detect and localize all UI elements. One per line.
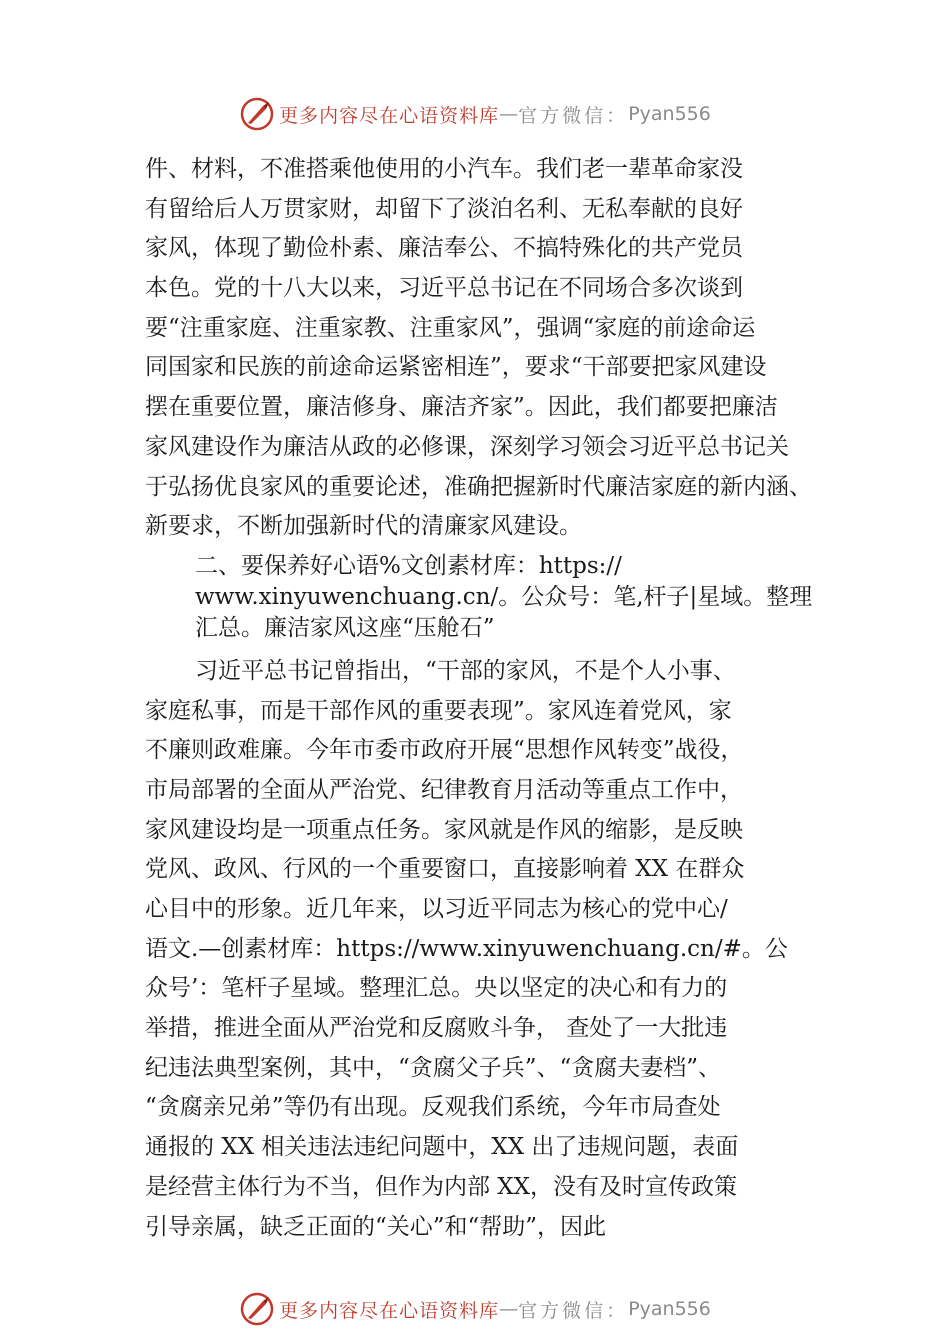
banner-contact-label: 官方微信： xyxy=(518,104,629,127)
quill-logo-icon xyxy=(239,1291,275,1327)
heading-line: 二、要保养好心语%文创素材库：https:// xyxy=(195,552,622,579)
text-line: 心目中的形象。近几年来，以习近平同志为核心的党中心/ xyxy=(145,896,728,922)
heading-line: www.xinyuwenchuang.cn/。公众号：笔,杆子|星域。整理 xyxy=(195,583,813,610)
text-line: 通报的 XX 相关违法违纪问题中，XX 出了违规问题，表面 xyxy=(145,1134,739,1161)
text-line: 本色。党的十八大以来，习近平总书记在不同场合多次谈到 xyxy=(145,275,743,302)
text-line: 市局部署的全面从严治党、纪律教育月活动等重点工作中， xyxy=(145,776,743,803)
banner-slogan: 更多内容尽在心语资料库 xyxy=(279,1299,500,1322)
text-line: 众号’：笔杆子星域。整理汇总。央以坚定的决心和有力的 xyxy=(145,975,728,1002)
heading-line: 汇总。廉洁家风这座“压舱石” xyxy=(195,614,495,641)
header-banner xyxy=(0,92,950,136)
text-line: 习近平总书记曾指出，“干部的家风，不是个人小事、 xyxy=(195,657,736,684)
text-line: 同国家和民族的前途命运紧密相连”，要求“干部要把家风建设 xyxy=(145,354,767,381)
text-line: 引导亲属，缺乏正面的“关心”和“帮助”，因此 xyxy=(145,1213,607,1240)
text-line: 家风，体现了勤俭朴素、廉洁奉公、不搞特殊化的共产党员 xyxy=(145,235,743,262)
text-line: 不廉则政难廉。今年市委市政府开展“思想作风转变”战役， xyxy=(145,737,744,764)
paragraph-1 xyxy=(145,150,845,547)
text-line: 党风、政风、行风的一个重要窗口，直接影响着 XX 在群众 xyxy=(145,856,745,883)
section-heading xyxy=(145,551,845,644)
banner-slogan: 更多内容尽在心语资料库 xyxy=(279,104,500,127)
text-line: “贪腐亲兄弟”等仍有出现。反观我们系统，今年市局查处 xyxy=(145,1094,721,1121)
banner-separator: — xyxy=(499,103,519,125)
quill-logo-icon xyxy=(239,96,275,132)
text-line: 是经营主体行为不当，但作为内部 XX，没有及时宣传政策 xyxy=(145,1173,738,1200)
banner-contact-id: Pyan556 xyxy=(628,1298,711,1320)
text-line: 新要求，不断加强新时代的清廉家风建设。 xyxy=(145,513,582,540)
paragraph-2 xyxy=(145,652,845,1247)
text-line: 家庭私事，而是干部作风的重要表现”。家风连着党风，家 xyxy=(145,697,732,724)
text-line: 家风建设作为廉洁从政的必修课，深刻学习领会习近平总书记关 xyxy=(145,433,789,460)
text-line: 纪违法典型案例，其中，“贪腐父子兵”、“贪腐夫妻档”、 xyxy=(145,1054,722,1081)
text-line: 有留给后人万贯家财，却留下了淡泊名利、无私奉献的良好 xyxy=(145,195,743,222)
text-line: 语文.—创素材库：https://www.xinyuwenchuang.cn/#。公 xyxy=(145,935,788,962)
banner-contact-id: Pyan556 xyxy=(628,103,711,125)
text-line: 家风建设均是一项重点任务。家风就是作风的缩影，是反映 xyxy=(145,816,743,843)
text-line: 摆在重要位置，廉洁修身、廉洁齐家”。因此，我们都要把廉洁 xyxy=(145,394,778,421)
text-line: 要“注重家庭、注重家教、注重家风”，强调“家庭的前途命运 xyxy=(145,314,756,341)
footer-banner xyxy=(0,1287,950,1331)
text-line: 于弘扬优良家风的重要论述，准确把握新时代廉洁家庭的新内涵、 xyxy=(145,473,812,500)
banner-contact-label: 官方微信： xyxy=(518,1299,629,1322)
banner-separator: — xyxy=(499,1298,519,1320)
text-line: 件、材料，不准搭乘他使用的小汽车。我们老一辈革命家没 xyxy=(145,156,743,182)
text-line: 举措，推进全面从严治党和反腐败斗争， 查处了一大批违 xyxy=(145,1015,728,1042)
document-body xyxy=(145,150,845,1247)
